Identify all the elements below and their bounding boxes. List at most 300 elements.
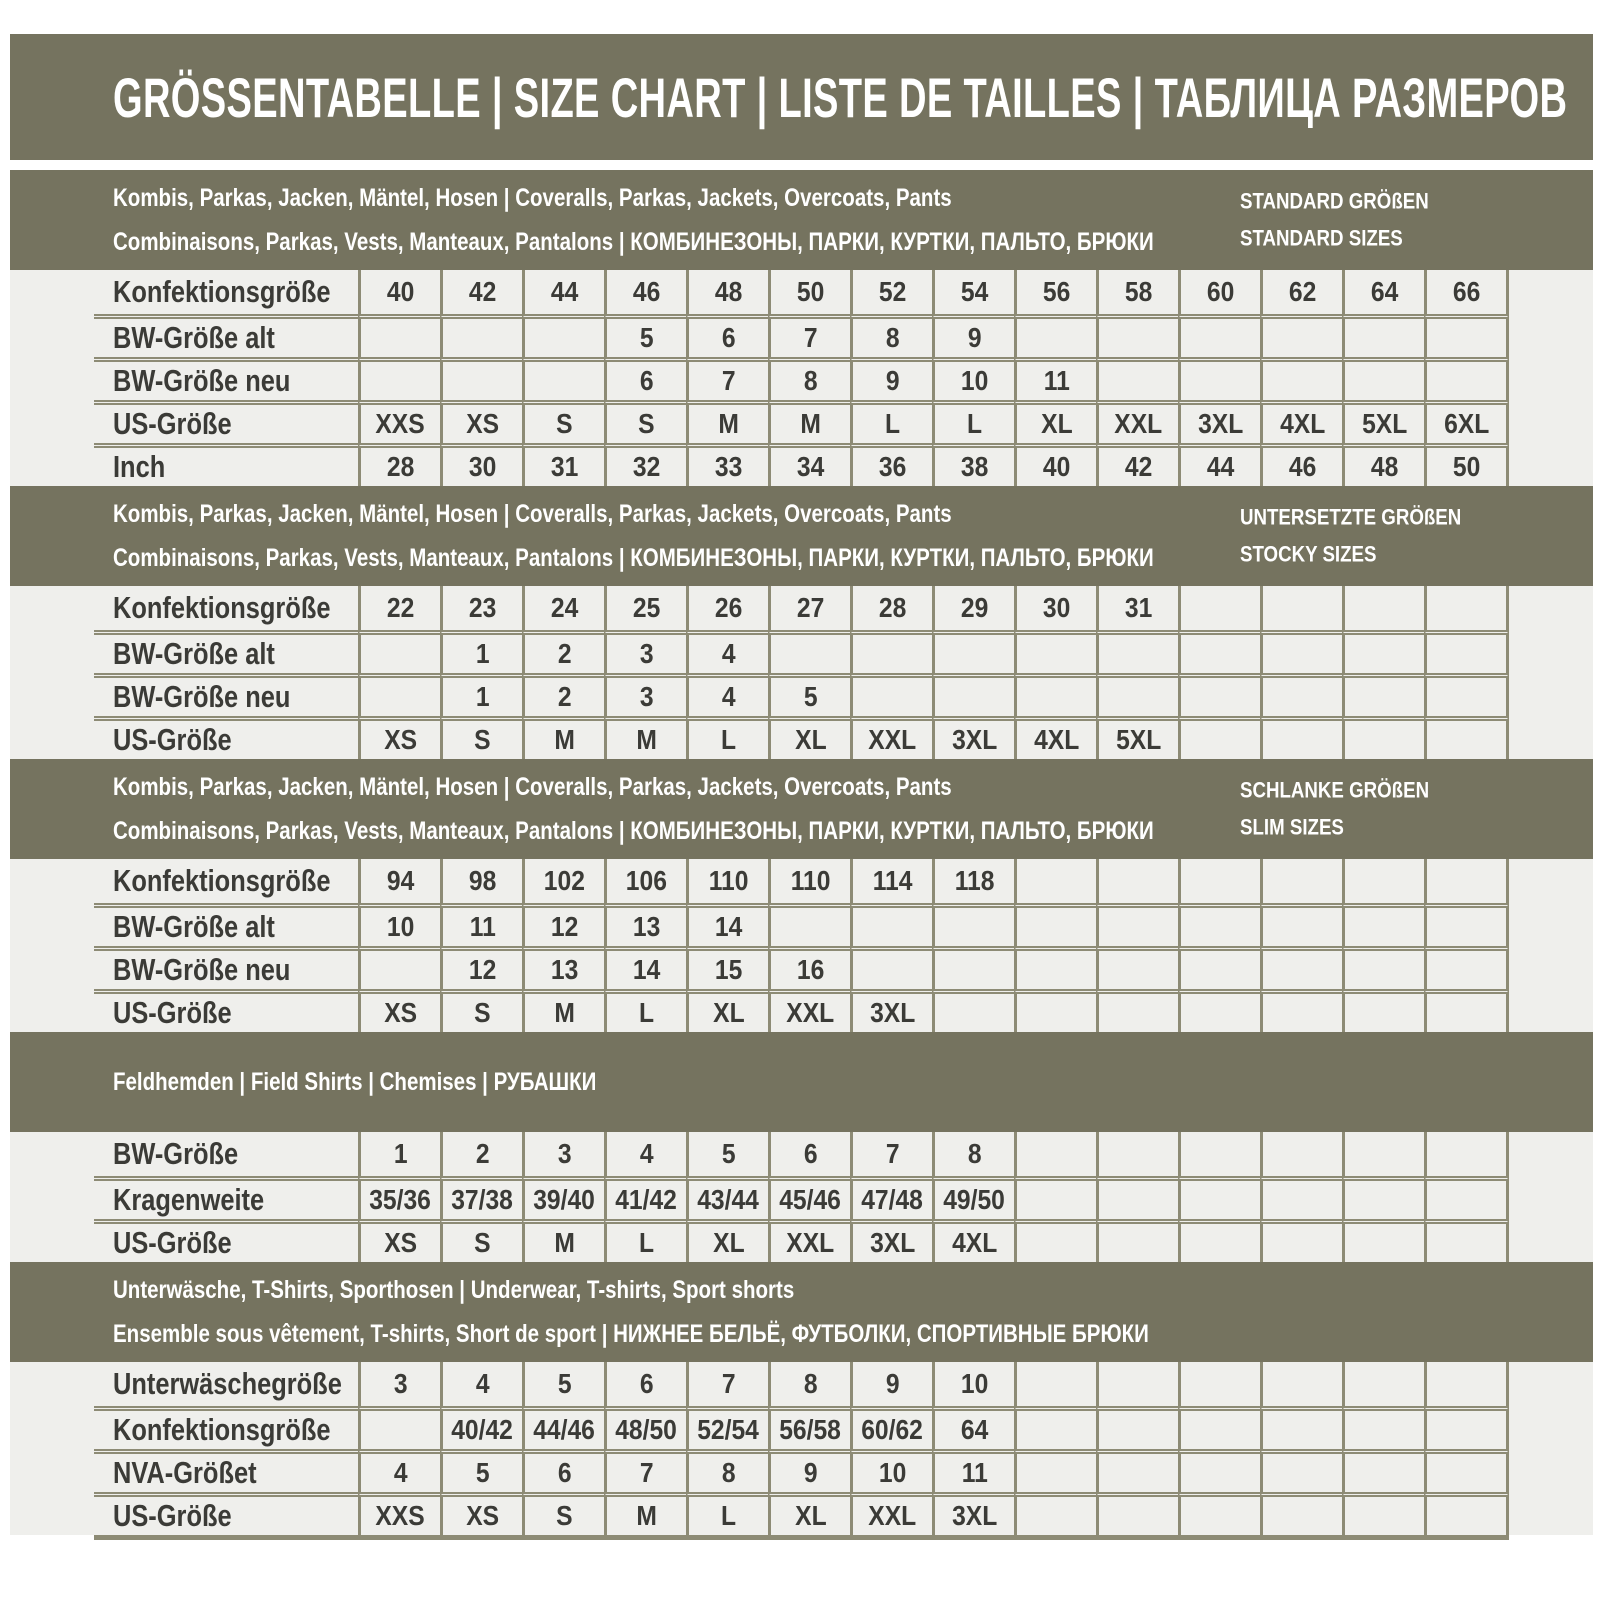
- size-cell: [440, 903, 522, 946]
- size-cell: [1424, 903, 1509, 946]
- size-cell: [1260, 673, 1342, 716]
- size-table-section: [10, 759, 1593, 1032]
- size-cell: [932, 1132, 1014, 1176]
- section-header-banner: [10, 170, 1593, 270]
- size-value: XL: [1040, 408, 1073, 439]
- size-value: 5: [803, 681, 818, 712]
- size-value: 5: [475, 1457, 490, 1488]
- row-label-cell: [94, 1492, 358, 1535]
- left-spacer: [10, 586, 94, 630]
- size-cell: [1014, 903, 1096, 946]
- size-value: 4XL: [1033, 724, 1080, 755]
- table-row: [10, 673, 1593, 716]
- size-value: 44: [550, 276, 579, 307]
- size-cell: [1014, 1176, 1096, 1219]
- size-cell: [932, 1176, 1014, 1219]
- size-cell: [850, 903, 932, 946]
- size-cell: [604, 270, 686, 314]
- size-value: 3XL: [1197, 408, 1244, 439]
- size-type-label-line1: SCHLANKE GRÖßEN: [1240, 777, 1430, 803]
- size-cell: [1014, 443, 1096, 486]
- size-cell: [1178, 314, 1260, 357]
- size-value: 46: [1288, 451, 1317, 482]
- size-cell: [686, 903, 768, 946]
- page-title: GRÖSSENTABELLE | SIZE CHART | LISTE DE TAILLES | ТАБЛИЦА РАЗМЕРОВ: [113, 65, 1568, 129]
- size-value: 7: [721, 1368, 736, 1399]
- size-value: 48: [1370, 451, 1399, 482]
- table-row: [10, 1362, 1593, 1406]
- size-cell: [604, 903, 686, 946]
- size-cell: [1424, 1362, 1509, 1406]
- size-cell: [522, 400, 604, 443]
- table-row: [10, 946, 1593, 989]
- size-value: 48: [714, 276, 743, 307]
- size-type-label-line2: STOCKY SIZES: [1240, 541, 1377, 567]
- size-cell: [768, 946, 850, 989]
- size-value: XXL: [786, 997, 835, 1028]
- row-label-cell: [94, 903, 358, 946]
- size-cell: [1260, 1176, 1342, 1219]
- size-value: 42: [468, 276, 497, 307]
- size-cell: [686, 716, 768, 759]
- size-cell: [1342, 1406, 1424, 1449]
- size-chart-content: [10, 34, 1593, 1540]
- size-cell: [932, 859, 1014, 903]
- size-cell: [440, 1362, 522, 1406]
- size-cell: [440, 716, 522, 759]
- size-cell: [1424, 859, 1509, 903]
- size-cell: [850, 1176, 932, 1219]
- size-value: 37/38: [451, 1184, 514, 1215]
- size-value: 27: [796, 592, 825, 623]
- row-label-cell: [94, 400, 358, 443]
- size-value: 30: [468, 451, 497, 482]
- size-value: 30: [1042, 592, 1071, 623]
- size-value: 3: [557, 1138, 572, 1169]
- row-label-cell: [94, 1176, 358, 1219]
- size-value: 5XL: [1361, 408, 1408, 439]
- size-value: 13: [550, 954, 579, 985]
- size-cell: [686, 357, 768, 400]
- size-value: 45/46: [779, 1184, 842, 1215]
- size-cell: [768, 586, 850, 630]
- size-grid: [10, 1132, 1593, 1262]
- size-value: L: [638, 997, 655, 1028]
- size-type-label-line1: UNTERSETZTE GRÖßEN: [1240, 504, 1462, 530]
- size-cell: [1424, 400, 1509, 443]
- size-cell: [850, 946, 932, 989]
- right-spacer: [1509, 270, 1593, 314]
- size-table-section: [10, 170, 1593, 486]
- size-cell: [1178, 989, 1260, 1032]
- size-value: 3XL: [869, 1227, 916, 1258]
- size-cell: [1424, 1219, 1509, 1262]
- size-cell: [686, 1362, 768, 1406]
- size-cell: [932, 586, 1014, 630]
- size-cell: [1260, 357, 1342, 400]
- row-label-cell: [94, 357, 358, 400]
- size-cell: [440, 946, 522, 989]
- size-cell: [768, 859, 850, 903]
- size-cell: [768, 903, 850, 946]
- table-row: [10, 1176, 1593, 1219]
- size-cell: [1260, 270, 1342, 314]
- row-label-cell: [94, 673, 358, 716]
- size-value: 36: [878, 451, 907, 482]
- table-row: [10, 443, 1593, 486]
- size-value: XS: [466, 1500, 499, 1531]
- size-type-badge: [1240, 189, 1462, 252]
- size-cell: [1342, 400, 1424, 443]
- size-cell: [686, 1176, 768, 1219]
- right-spacer: [1509, 946, 1593, 989]
- size-cell: [522, 314, 604, 357]
- size-value: 7: [885, 1138, 900, 1169]
- row-label: US-Größe: [113, 995, 232, 1030]
- size-value: 41/42: [615, 1184, 678, 1215]
- size-table-section: [10, 1262, 1593, 1535]
- size-value: M: [554, 1227, 575, 1258]
- size-cell: [850, 400, 932, 443]
- size-cell: [1424, 270, 1509, 314]
- size-cell: [1260, 443, 1342, 486]
- size-value: 56: [1042, 276, 1071, 307]
- size-value: 23: [468, 592, 497, 623]
- size-value: 60: [1206, 276, 1235, 307]
- row-label-cell: [94, 946, 358, 989]
- size-cell: [1096, 989, 1178, 1032]
- size-cell: [1178, 859, 1260, 903]
- size-value: 8: [967, 1138, 982, 1169]
- row-label: BW-Größe neu: [113, 679, 291, 714]
- size-cell: [358, 1449, 440, 1492]
- table-row: [10, 314, 1593, 357]
- size-cell: [1096, 1219, 1178, 1262]
- size-cell: [522, 357, 604, 400]
- size-value: 2: [475, 1138, 490, 1169]
- row-label: US-Größe: [113, 406, 232, 441]
- table-row: [10, 400, 1593, 443]
- size-value: 98: [468, 865, 497, 896]
- size-cell: [932, 1492, 1014, 1535]
- right-spacer: [1509, 314, 1593, 357]
- size-value: 8: [803, 365, 818, 396]
- row-label-cell: [94, 989, 358, 1032]
- size-cell: [440, 586, 522, 630]
- size-cell: [440, 630, 522, 673]
- size-cell: [1342, 989, 1424, 1032]
- size-cell: [850, 859, 932, 903]
- size-cell: [440, 1132, 522, 1176]
- size-value: XS: [384, 997, 417, 1028]
- size-cell: [850, 1362, 932, 1406]
- right-spacer: [1509, 1362, 1593, 1406]
- size-cell: [1014, 1362, 1096, 1406]
- left-spacer: [10, 859, 94, 903]
- size-value: XXL: [868, 1500, 917, 1531]
- size-value: 38: [960, 451, 989, 482]
- size-cell: [522, 443, 604, 486]
- size-cell: [522, 903, 604, 946]
- size-cell: [850, 1406, 932, 1449]
- size-cell: [768, 630, 850, 673]
- sections-container: [10, 170, 1593, 1535]
- size-grid: [10, 1362, 1593, 1535]
- section-header-banner: [10, 759, 1593, 859]
- size-value: 40: [1042, 451, 1071, 482]
- size-cell: [440, 1492, 522, 1535]
- table-row: [10, 270, 1593, 314]
- size-cell: [604, 989, 686, 1032]
- size-cell: [522, 859, 604, 903]
- section-header-line2: Combinaisons, Parkas, Vests, Manteaux, Pantalons | КОМБИНЕЗОНЫ, ПАРКИ, КУРТКИ, ПАЛЬТО, БРЮКИ: [113, 543, 1154, 572]
- size-cell: [850, 443, 932, 486]
- size-value: 6: [557, 1457, 572, 1488]
- size-value: 40/42: [451, 1414, 514, 1445]
- size-value: 10: [386, 911, 415, 942]
- row-label: US-Größe: [113, 1225, 232, 1260]
- size-cell: [686, 1406, 768, 1449]
- size-cell: [1096, 946, 1178, 989]
- size-value: 15: [714, 954, 743, 985]
- size-value: 64: [960, 1414, 989, 1445]
- size-cell: [768, 270, 850, 314]
- size-value: 9: [885, 365, 900, 396]
- size-value: S: [474, 1227, 491, 1258]
- title-banner: [10, 34, 1593, 160]
- size-cell: [1342, 1176, 1424, 1219]
- size-cell: [932, 1219, 1014, 1262]
- size-value: 52: [878, 276, 907, 307]
- size-value: 3: [639, 681, 654, 712]
- right-spacer: [1509, 989, 1593, 1032]
- size-cell: [686, 586, 768, 630]
- size-cell: [768, 357, 850, 400]
- size-value: 102: [543, 865, 586, 896]
- section-header-line2: Ensemble sous vêtement, T-shirts, Short de sport | НИЖНЕЕ БЕЛЬЁ, ФУТБОЛКИ, СПОРТИВНЫЕ БРЮКИ: [113, 1319, 1149, 1348]
- table-row: [10, 586, 1593, 630]
- size-cell: [932, 1362, 1014, 1406]
- size-value: XL: [712, 1227, 745, 1258]
- size-cell: [686, 859, 768, 903]
- size-cell: [1260, 314, 1342, 357]
- size-value: 50: [1452, 451, 1481, 482]
- row-label: Inch: [113, 449, 166, 484]
- size-value: 9: [967, 322, 982, 353]
- left-spacer: [10, 357, 94, 400]
- size-value: XS: [384, 1227, 417, 1258]
- row-label-cell: [94, 270, 358, 314]
- size-cell: [522, 989, 604, 1032]
- size-value: 60/62: [861, 1414, 924, 1445]
- size-cell: [1260, 630, 1342, 673]
- size-cell: [522, 270, 604, 314]
- table-row: [10, 357, 1593, 400]
- row-label: BW-Größe: [113, 1136, 239, 1171]
- left-spacer: [10, 903, 94, 946]
- size-value: XL: [794, 724, 827, 755]
- size-cell: [1096, 859, 1178, 903]
- size-cell: [1178, 443, 1260, 486]
- size-cell: [1178, 903, 1260, 946]
- size-cell: [604, 1176, 686, 1219]
- size-value: 62: [1288, 276, 1317, 307]
- row-label-cell: [94, 1406, 358, 1449]
- size-cell: [1096, 630, 1178, 673]
- row-label-cell: [94, 314, 358, 357]
- size-value: 40: [386, 276, 415, 307]
- size-value: 12: [550, 911, 579, 942]
- size-cell: [358, 314, 440, 357]
- table-row: [10, 859, 1593, 903]
- table-row: [10, 1219, 1593, 1262]
- size-value: L: [884, 408, 901, 439]
- size-cell: [1096, 1449, 1178, 1492]
- size-value: XS: [384, 724, 417, 755]
- size-type-badge: [1240, 505, 1500, 568]
- size-cell: [932, 630, 1014, 673]
- size-cell: [932, 400, 1014, 443]
- size-cell: [932, 443, 1014, 486]
- section-header-line1: Kombis, Parkas, Jacken, Mäntel, Hosen | Coveralls, Parkas, Jackets, Overcoats, Pants: [113, 183, 952, 212]
- table-row: [10, 630, 1593, 673]
- size-cell: [1014, 716, 1096, 759]
- size-cell: [440, 859, 522, 903]
- size-value: 10: [878, 1457, 907, 1488]
- size-cell: [1342, 946, 1424, 989]
- size-cell: [440, 314, 522, 357]
- size-cell: [768, 989, 850, 1032]
- left-spacer: [10, 946, 94, 989]
- size-value: 52/54: [697, 1414, 760, 1445]
- row-label: Unterwäschegröße: [113, 1366, 342, 1401]
- left-spacer: [10, 270, 94, 314]
- size-cell: [358, 1176, 440, 1219]
- size-value: 8: [885, 322, 900, 353]
- size-value: 28: [386, 451, 415, 482]
- size-value: 8: [803, 1368, 818, 1399]
- size-cell: [1014, 1219, 1096, 1262]
- size-value: 3XL: [869, 997, 916, 1028]
- size-cell: [358, 1219, 440, 1262]
- size-value: M: [636, 1500, 657, 1531]
- size-cell: [1342, 357, 1424, 400]
- size-value: S: [556, 1500, 573, 1531]
- right-spacer: [1509, 673, 1593, 716]
- size-cell: [850, 270, 932, 314]
- size-value: 14: [632, 954, 661, 985]
- size-cell: [1096, 903, 1178, 946]
- size-cell: [522, 586, 604, 630]
- size-value: 3: [393, 1368, 408, 1399]
- size-value: 44: [1206, 451, 1235, 482]
- size-cell: [358, 859, 440, 903]
- row-label: US-Größe: [113, 722, 232, 757]
- size-cell: [1342, 1449, 1424, 1492]
- size-grid: [10, 270, 1593, 486]
- size-cell: [358, 716, 440, 759]
- size-cell: [522, 1219, 604, 1262]
- size-value: 16: [796, 954, 825, 985]
- size-grid: [10, 859, 1593, 1032]
- size-value: 1: [393, 1138, 408, 1169]
- size-cell: [1342, 1362, 1424, 1406]
- size-value: S: [638, 408, 655, 439]
- size-cell: [358, 400, 440, 443]
- size-value: 4: [721, 638, 736, 669]
- size-cell: [1424, 1176, 1509, 1219]
- size-value: 10: [960, 365, 989, 396]
- size-value: 9: [803, 1457, 818, 1488]
- size-cell: [1260, 1449, 1342, 1492]
- section-header-banner: [10, 486, 1593, 586]
- table-bottom-border: [94, 1535, 1509, 1540]
- right-spacer: [1509, 630, 1593, 673]
- size-cell: [522, 716, 604, 759]
- left-spacer: [10, 1492, 94, 1535]
- size-cell: [358, 1492, 440, 1535]
- size-cell: [1424, 1406, 1509, 1449]
- size-cell: [768, 1492, 850, 1535]
- size-value: 10: [960, 1368, 989, 1399]
- size-type-label-line1: STANDARD GRÖßEN: [1240, 188, 1429, 214]
- size-cell: [768, 314, 850, 357]
- size-cell: [1424, 1492, 1509, 1535]
- size-cell: [358, 630, 440, 673]
- size-cell: [1096, 586, 1178, 630]
- size-value: S: [474, 724, 491, 755]
- size-cell: [1096, 716, 1178, 759]
- size-cell: [604, 946, 686, 989]
- right-spacer: [1509, 859, 1593, 903]
- size-cell: [1178, 716, 1260, 759]
- size-cell: [522, 1176, 604, 1219]
- size-cell: [440, 673, 522, 716]
- size-value: 11: [469, 911, 496, 942]
- size-cell: [850, 630, 932, 673]
- size-cell: [1260, 1406, 1342, 1449]
- size-cell: [1260, 989, 1342, 1032]
- section-header-line1: Unterwäsche, T-Shirts, Sporthosen | Underwear, T-shirts, Sport shorts: [113, 1275, 795, 1304]
- size-cell: [1096, 1362, 1178, 1406]
- table-row: [10, 1449, 1593, 1492]
- size-cell: [1342, 673, 1424, 716]
- size-cell: [1178, 1362, 1260, 1406]
- size-cell: [522, 1132, 604, 1176]
- size-value: 5: [639, 322, 654, 353]
- size-value: 106: [625, 865, 668, 896]
- table-row: [10, 1406, 1593, 1449]
- size-value: 94: [386, 865, 415, 896]
- size-value: 11: [961, 1457, 988, 1488]
- section-header-line2: Combinaisons, Parkas, Vests, Manteaux, Pantalons | КОМБИНЕЗОНЫ, ПАРКИ, КУРТКИ, ПАЛЬТО, БРЮКИ: [113, 227, 1154, 256]
- size-value: 6: [639, 365, 654, 396]
- size-value: 5XL: [1115, 724, 1162, 755]
- size-cell: [1014, 989, 1096, 1032]
- size-value: M: [636, 724, 657, 755]
- size-cell: [604, 1219, 686, 1262]
- row-label: US-Größe: [113, 1498, 232, 1533]
- size-value: 58: [1124, 276, 1153, 307]
- size-cell: [1342, 859, 1424, 903]
- size-cell: [1260, 946, 1342, 989]
- size-cell: [440, 1176, 522, 1219]
- size-cell: [768, 400, 850, 443]
- size-cell: [440, 400, 522, 443]
- size-cell: [1014, 859, 1096, 903]
- section-header-line1: Kombis, Parkas, Jacken, Mäntel, Hosen | Coveralls, Parkas, Jackets, Overcoats, Pants: [113, 499, 952, 528]
- size-cell: [850, 673, 932, 716]
